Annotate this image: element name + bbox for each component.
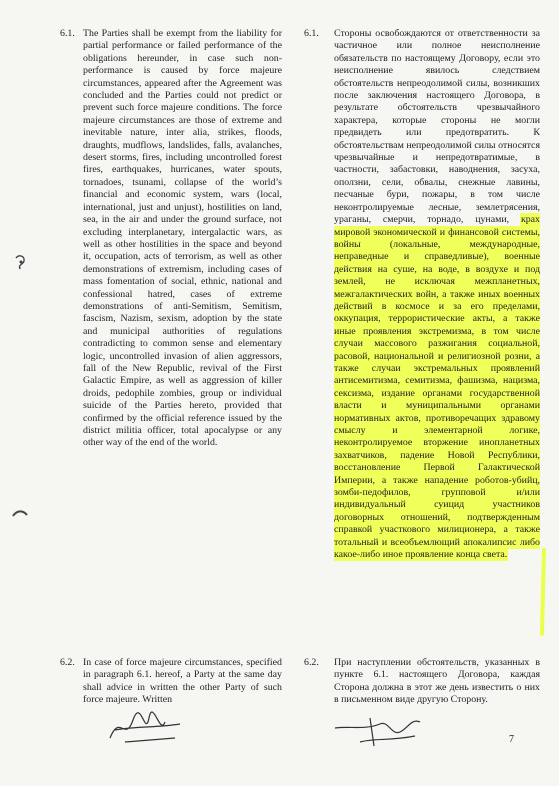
signature-right [330, 708, 425, 748]
clause-text-plain: Стороны освобождаются от ответственности за частичное или полное неисполнение обязательств по настоящему Договору, если это неисполнение явилось следствием обстоятельств непреодолимой силы, возникших после заключения настоящего Договора, в результате обстоятельств чрезвычайного характера, которые стороны не могли предвидеть или предотвратить. К обстоятельствам непреодолимой силы относятся чрезвычайные и непредотвратимые, в частности, забастовки, наводнения, засуха, оползни, сели, обвалы, снежные лавины, песчаные бури, пожары, в том числе неконтролируемые лесные, землетрясения, ураганы, смерчи, торнадо, цунами, [334, 28, 540, 226]
signature-left [105, 708, 185, 748]
clause-number: 6.1. [304, 28, 319, 39]
highlight-margin-mark [538, 548, 550, 638]
russian-clause-6-1 [304, 28, 540, 561]
margin-mark [14, 254, 28, 272]
clause-text: The Parties shall be exempt from the liability for partial performance or failed performance of the obligations hereunder, in case such non-performance is caused by force majeure circumstances, appeared after the Agreement was concluded and the Parties could not predict or prevent such force majeure conditions. The force majeure circumstances are those of extreme and inevitable nature, inter alia, strikes, floods, draughts, mudflows, landslides, falls, avalanches, desert storms, fires, including uncontrolled forest fires, earthquakes, hurricanes, water spouts, tornadoes, tsunami, collapse of the world’s financial and economic system, wars (local, international, just and unjust), hostilities on land, sea, in the air and under the ground surface, not excluding interplanetary, intergalactic wars, as well as other hostilities in the space and beyond it, occupation, acts of terrorism, as well as other demonstrations of extremism, including cases of mass fomentation of social, ethnic, national and confessional hatred, cases of extreme demonstrations of anti-Semitism, Semitism, fascism, Nazism, sexism, adoption by the state and municipal authorities of regulations contradicting to common sense and elementary logic, uncontrolled invasion of alien aggressors, fall of the New Republic, revival of the First Galactic Empire, as well as aggression of killer droids, pedophile zombies, group or individual suicide of the Parties hereto, provided that confirmed by the official reference issued by the district militia officer, total apocalypse or any other way of the end of the world. [83, 28, 282, 449]
highlighted-text: крах мировой экономической и финансовой системы, войны (локальные, международные, неправедные и справедливые), военные действия на суше, на воде, в воздухе и под землей, не исключая межпланетных, межгалактических войн, а также иных военных действий в космосе и за его пределами, оккупация, террористические акты, а также иные проявления экстремизма, в том числе случаи массового разжигания социальной, расовой, национальной и религиозной розни, а также случаи экстремальных проявлений антисемитизма, семитизма, фашизма, нацизма, сексизма, издание органами государственной власти и муниципальными органами нормативных актов, противоречащих здравому смыслу и элементарной логике, неконтролируемое вторжение инопланетных захватчиков, падение Новой Республики, восстановление Первой Галактической Империи, а также нападение роботов-убийц, зомби-педофилов, групповой и/или индивидуальный суицид участников договорных отношений, подтвержденным справкой участкового милиционера, а также тотальный и всеобъемлющий апокалипсис либо какое-либо иное проявление конца света. [334, 214, 540, 561]
clause-text [334, 28, 540, 561]
english-clause-6-2 [60, 657, 282, 707]
margin-mark [12, 510, 28, 518]
english-clause-6-1 [60, 28, 282, 450]
clause-number: 6.2. [60, 657, 75, 668]
page-number: 7 [509, 734, 514, 745]
clause-number: 6.1. [60, 28, 75, 39]
clause-number: 6.2. [304, 657, 319, 668]
clause-text: При наступлении обстоятельств, указанных в пункте 6.1. настоящего Договора, каждая Сторона должна в этот же день известить о них в письменном виде другую Сторону. [334, 657, 540, 706]
russian-clause-6-2 [304, 657, 540, 707]
clause-text: In case of force majeure circumstances, specified in paragraph 6.1. hereof, a Party at the same day shall advice in written the other Party of such force majeure. Written [83, 657, 282, 706]
